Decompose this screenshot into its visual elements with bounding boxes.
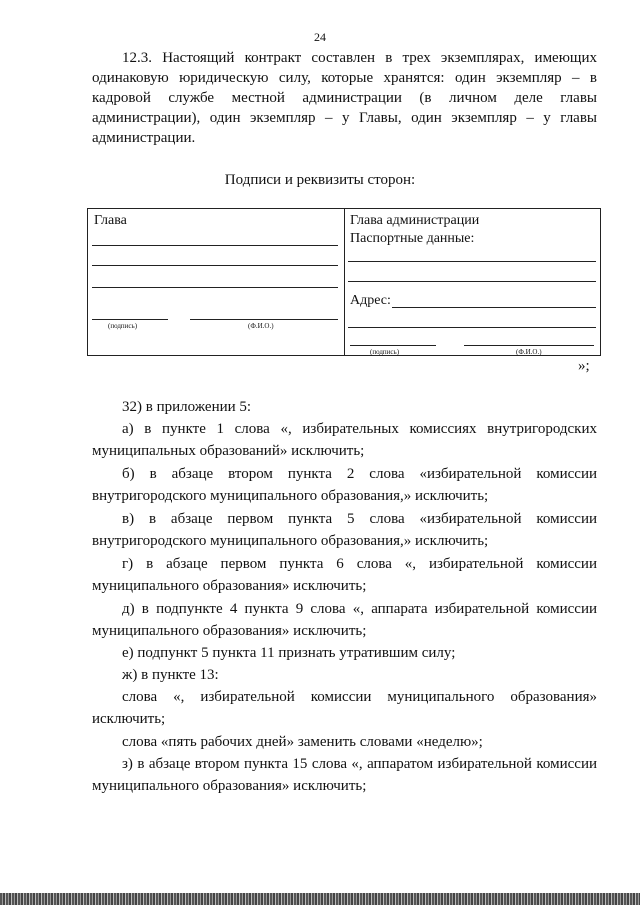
list-item: а) в пункте 1 слова «, избирательных комиссиях внутригородских муниципальных образований» исключить; [92,421,597,459]
left-cell-title: Глава [94,213,127,228]
page-number: 24 [314,30,326,44]
passport-line [348,261,596,262]
signatures-table [87,208,601,356]
list-item: г) в абзаце первом пункта 6 слова «, избирательной комиссии муниципального образования» исключить; [92,556,597,594]
name-line [464,345,594,346]
passport-line [348,281,596,282]
right-cell-title: Глава администрации [350,213,480,228]
signature-line [350,345,436,346]
left-caption-name: (Ф.И.О.) [248,322,274,330]
closing-quote: »; [578,358,590,374]
address-label: Адрес: [350,293,391,308]
address-line [348,327,596,328]
right-caption-name: (Ф.И.О.) [516,348,542,356]
list-item: слова «пять рабочих дней» заменить словами «неделю»; [122,734,483,750]
list-item: слова «, избирательной комиссии муниципального образования» исключить; [92,689,597,727]
passport-label: Паспортные данные: [350,231,475,246]
left-caption-signature: (подпись) [108,322,138,330]
signature-line [92,287,338,288]
list-item: з) в абзаце втором пункта 15 слова «, аппаратом избирательной комиссии муниципального образования» исключить; [92,756,597,794]
list-item: в) в абзаце первом пункта 5 слова «избирательной комиссии внутригородского муниципального образования,» исключить; [92,511,597,549]
signature-line [92,265,338,266]
right-caption-signature: (подпись) [370,348,400,356]
list-item: 32) в приложении 5: [122,399,252,415]
table-divider [344,209,345,355]
scan-edge [0,893,640,905]
list-item: д) в подпункте 4 пункта 9 слова «, аппарата избирательной комиссии муниципального образования» исключить; [92,601,597,639]
signature-line [92,319,168,320]
list-item: ж) в пункте 13: [122,667,219,683]
clause-12-3: 12.3. Настоящий контракт составлен в трех экземплярах, имеющих одинаковую юридическую силу, которые хранятся: один экземпляр – в кадровой службе местной администрации (в личном деле главы администрации), один экземпляр – у Главы, один экземпляр – у главы администрации. [92,50,597,146]
signature-line [92,245,338,246]
name-line [190,319,338,320]
list-item: б) в абзаце втором пункта 2 слова «избирательной комиссии внутригородского муниципального образования,» исключить; [92,466,597,504]
signatures-heading: Подписи и реквизиты сторон: [224,172,416,188]
list-item: е) подпункт 5 пункта 11 признать утратившим силу; [122,645,456,661]
address-line [392,307,596,308]
